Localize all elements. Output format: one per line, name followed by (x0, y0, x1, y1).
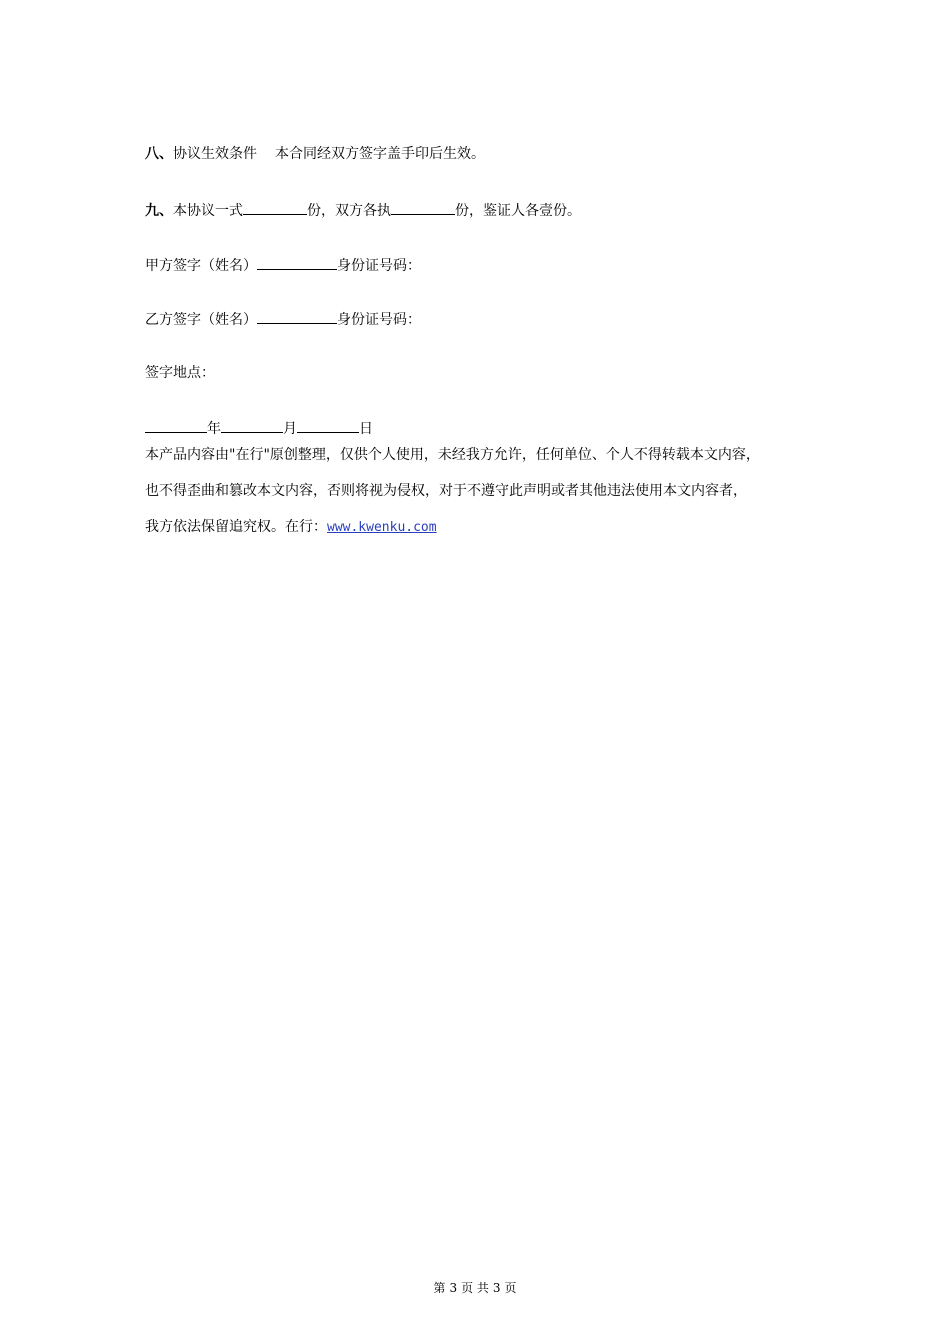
copyright-notice-line-2: 也不得歪曲和篡改本文内容，否则将视为侵权，对于不遵守此声明或者其他违法使用本文内容者， (145, 483, 747, 499)
clause-eight-heading: 协议生效条件 (173, 146, 257, 162)
party-a-signature-line (145, 255, 421, 275)
party-b-name-blank (257, 309, 337, 324)
clause-nine-text-b: 份，双方各执 (307, 203, 391, 219)
party-b-signature-line (145, 309, 421, 329)
day-blank (297, 418, 359, 433)
signing-location-line (145, 364, 215, 382)
footer-total-pages: 3 (492, 1281, 501, 1295)
copyright-notice-line-1: 本产品内容由"在行"原创整理，仅供个人使用，未经我方允许，任何单位、个人不得转载本文内容， (145, 447, 760, 463)
month-blank (221, 418, 283, 433)
copies-each-blank (391, 200, 455, 215)
copyright-notice-line-3-text: 我方依法保留追究权。在行： (145, 519, 327, 535)
clause-eight-number: 八、 (145, 146, 173, 162)
clause-eight-text: 本合同经双方签字盖手印后生效。 (275, 146, 485, 162)
signing-date-line (145, 418, 373, 438)
month-label: 月 (283, 421, 297, 437)
year-blank (145, 418, 207, 433)
clause-nine (145, 200, 581, 220)
website-link[interactable]: www.kwenku.com (327, 520, 437, 535)
year-label: 年 (207, 421, 221, 437)
party-a-id-label: 身份证号码： (337, 258, 421, 274)
clause-eight (145, 145, 485, 163)
clause-nine-text-a: 本协议一式 (173, 203, 243, 219)
footer-page-suffix: 页 (504, 1281, 517, 1295)
party-a-label: 甲方签字（姓名） (145, 258, 257, 274)
copies-total-blank (243, 200, 307, 215)
signing-location-label: 签字地点： (145, 365, 215, 381)
footer-current-page: 3 (449, 1281, 458, 1295)
party-a-name-blank (257, 255, 337, 270)
party-b-id-label: 身份证号码： (337, 312, 421, 328)
clause-nine-text-c: 份，鉴证人各壹份。 (455, 203, 581, 219)
footer-page-mid: 页 共 (461, 1281, 489, 1295)
copyright-notice-line-3 (145, 518, 437, 537)
page-footer (0, 1280, 950, 1296)
party-b-label: 乙方签字（姓名） (145, 312, 257, 328)
footer-page-prefix: 第 (433, 1281, 446, 1295)
clause-nine-number: 九、 (145, 203, 173, 219)
day-label: 日 (359, 421, 373, 437)
